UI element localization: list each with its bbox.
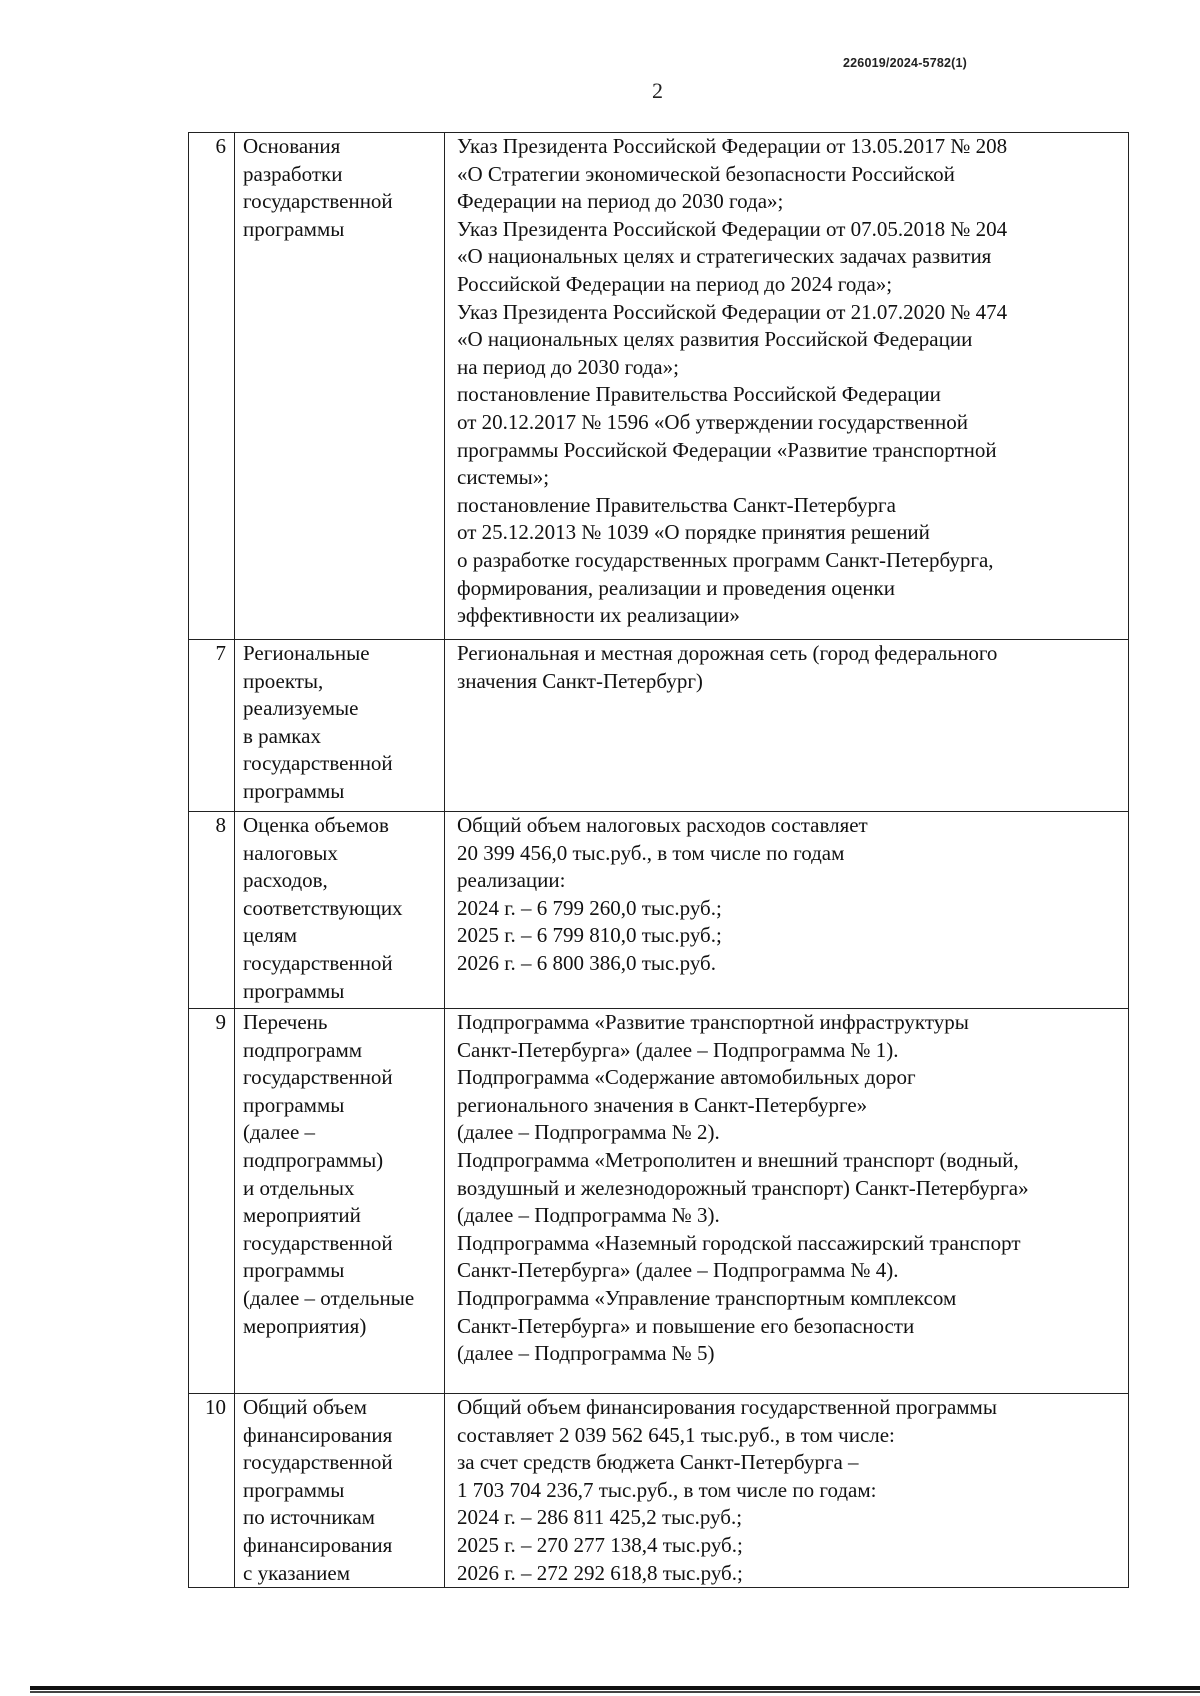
parameter-value-line: 2025 г. – 6 799 810,0 тыс.руб.; [457, 923, 722, 948]
parameter-value-line: Указ Президента Российской Федерации от 21.07.2020 № 474 [457, 299, 1008, 324]
parameter-value-line: воздушный и железнодорожный транспорт) Санкт-Петербурга» [457, 1175, 1029, 1200]
table-row [189, 1009, 1129, 1394]
parameter-value-line: Указ Президента Российской Федерации от 13.05.2017 № 208 [457, 134, 1008, 158]
parameter-value-line: Общий объем налоговых расходов составляет [457, 813, 868, 837]
parameter-name-line: программы [243, 216, 345, 241]
row-parameter-value [445, 1009, 1129, 1394]
parameter-value-line: «О национальных целях и стратегических задачах развития [457, 244, 992, 269]
parameter-value-line: 1 703 704 236,7 тыс.руб., в том числе по годам: [457, 1477, 877, 1502]
parameter-value-line: 2024 г. – 286 811 425,2 тыс.руб.; [457, 1505, 743, 1530]
table-row [189, 640, 1129, 812]
parameter-value-line: реализации: [457, 868, 566, 893]
row-number: 6 [189, 133, 235, 640]
row-number: 10 [189, 1394, 235, 1588]
parameter-value-line: Санкт-Петербурга» и повышение его безопасности [457, 1313, 915, 1338]
parameter-value-line: Российской Федерации на период до 2024 года»; [457, 271, 893, 296]
parameter-value-line: 2026 г. – 272 292 618,8 тыс.руб.; [457, 1560, 743, 1585]
parameter-name-line: проекты, [243, 668, 324, 693]
parameter-value-line: 2025 г. – 270 277 138,4 тыс.руб.; [457, 1532, 743, 1557]
parameter-name-line: государственной [243, 1230, 393, 1255]
row-number: 8 [189, 812, 235, 1009]
parameter-value-line: Подпрограмма «Наземный городской пассажирский транспорт [457, 1230, 1021, 1255]
parameter-value-line: Федерации на период до 2030 года»; [457, 189, 784, 214]
parameter-name-line: реализуемые [243, 696, 359, 721]
row-parameter-name [235, 133, 445, 640]
parameter-value-line: Подпрограмма «Развитие транспортной инфраструктуры [457, 1010, 969, 1034]
parameter-name-line: подпрограмм [243, 1037, 363, 1062]
parameter-value-line: регионального значения в Санкт-Петербурге» [457, 1092, 868, 1117]
scan-bottom-edge-shadow [30, 1691, 1200, 1693]
parameter-name-line: программы [243, 778, 345, 803]
parameter-value-line: «О национальных целях развития Российской Федерации [457, 327, 973, 352]
row-parameter-name [235, 640, 445, 812]
parameter-value-line: Санкт-Петербурга» (далее – Подпрограмма № 1). [457, 1037, 899, 1062]
parameter-name-line: финансирования [243, 1532, 393, 1557]
table-row [189, 1394, 1129, 1588]
parameter-name-line: разработки [243, 161, 343, 186]
parameter-value-line: от 25.12.2013 № 1039 «О порядке принятия решений [457, 520, 930, 545]
row-number: 7 [189, 640, 235, 812]
row-parameter-value [445, 1394, 1129, 1588]
page-number: 2 [652, 78, 663, 103]
parameter-value-line: за счет средств бюджета Санкт-Петербурга – [457, 1450, 859, 1475]
parameter-value-line: программы Российской Федерации «Развитие транспортной [457, 437, 997, 462]
parameter-name-line: государственной [243, 189, 393, 214]
parameter-value-line: значения Санкт-Петербург) [457, 668, 703, 693]
parameter-name-line: расходов, [243, 868, 328, 893]
parameter-name-line: программы [243, 1477, 345, 1502]
parameter-value-line: Общий объем финансирования государственной программы [457, 1395, 997, 1419]
parameter-value-line: Санкт-Петербурга» (далее – Подпрограмма № 4). [457, 1258, 899, 1283]
parameter-value-line: формирования, реализации и проведения оценки [457, 575, 895, 600]
parameter-name-line: (далее – [243, 1120, 316, 1145]
parameter-name-line: подпрограммы) [243, 1147, 384, 1172]
parameter-value-line: Подпрограмма «Управление транспортным комплексом [457, 1285, 957, 1310]
parameter-name-line: Перечень [243, 1010, 328, 1034]
parameter-value-line: Региональная и местная дорожная сеть (город федерального [457, 641, 998, 665]
row-parameter-name [235, 1394, 445, 1588]
parameter-name-line: налоговых [243, 840, 338, 865]
parameter-value-line: 2026 г. – 6 800 386,0 тыс.руб. [457, 950, 716, 975]
parameter-name-line: целям [243, 923, 297, 948]
parameter-name-line: финансирования [243, 1422, 393, 1447]
parameter-value-line: на период до 2030 года»; [457, 354, 679, 379]
parameter-value-line: 2024 г. – 6 799 260,0 тыс.руб.; [457, 895, 722, 920]
passport-table-body [189, 133, 1129, 1588]
parameter-value-line: составляет 2 039 562 645,1 тыс.руб., в том числе: [457, 1422, 895, 1447]
row-parameter-value [445, 812, 1129, 1009]
parameter-value-line: (далее – Подпрограмма № 5) [457, 1341, 715, 1366]
row-parameter-value [445, 640, 1129, 812]
parameter-name-line: Общий объем [243, 1395, 367, 1419]
parameter-value-line: (далее – Подпрограмма № 2). [457, 1120, 720, 1145]
parameter-value-line: системы»; [457, 465, 550, 490]
parameter-value-line: Подпрограмма «Содержание автомобильных дорог [457, 1065, 916, 1090]
row-parameter-name [235, 1009, 445, 1394]
row-parameter-name [235, 812, 445, 1009]
parameter-name-line: государственной [243, 950, 393, 975]
parameter-name-line: Региональные [243, 641, 370, 665]
parameter-value-line: постановление Правительства Санкт-Петербурга [457, 492, 896, 517]
row-parameter-value [445, 133, 1129, 640]
parameter-name-line: государственной [243, 1450, 393, 1475]
parameter-value-line: «О Стратегии экономической безопасности Российской [457, 161, 955, 186]
parameter-name-line: и отдельных [243, 1175, 355, 1200]
parameter-name-line: по источникам [243, 1505, 375, 1530]
parameter-value-line: о разработке государственных программ Санкт-Петербурга, [457, 547, 994, 572]
program-passport-table [188, 132, 1129, 1588]
parameter-name-line: мероприятий [243, 1203, 361, 1228]
parameter-name-line: программы [243, 978, 345, 1003]
parameter-name-line: государственной [243, 1065, 393, 1090]
parameter-name-line: соответствующих [243, 895, 403, 920]
table-row [189, 812, 1129, 1009]
parameter-value-line: постановление Правительства Российской Федерации [457, 382, 941, 407]
parameter-value-line: 20 399 456,0 тыс.руб., в том числе по годам [457, 840, 845, 865]
document-registration-number: 226019/2024-5782(1) [843, 56, 968, 70]
parameter-name-line: государственной [243, 751, 393, 776]
parameter-value-line: эффективности их реализации» [457, 603, 740, 628]
parameter-name-line: Основания [243, 134, 341, 158]
parameter-name-line: программы [243, 1258, 345, 1283]
parameter-name-line: мероприятия) [243, 1313, 367, 1338]
parameter-name-line: Оценка объемов [243, 813, 389, 837]
parameter-value-line: от 20.12.2017 № 1596 «Об утверждении государственной [457, 409, 968, 434]
scan-bottom-edge [30, 1686, 1200, 1690]
parameter-name-line: с указанием [243, 1560, 350, 1585]
parameter-name-line: (далее – отдельные [243, 1285, 415, 1310]
parameter-name-line: в рамках [243, 723, 321, 748]
parameter-value-line: Подпрограмма «Метрополитен и внешний транспорт (водный, [457, 1147, 1019, 1172]
parameter-value-line: Указ Президента Российской Федерации от 07.05.2018 № 204 [457, 216, 1008, 241]
parameter-value-line: (далее – Подпрограмма № 3). [457, 1203, 720, 1228]
parameter-name-line: программы [243, 1092, 345, 1117]
table-row [189, 133, 1129, 640]
row-number: 9 [189, 1009, 235, 1394]
